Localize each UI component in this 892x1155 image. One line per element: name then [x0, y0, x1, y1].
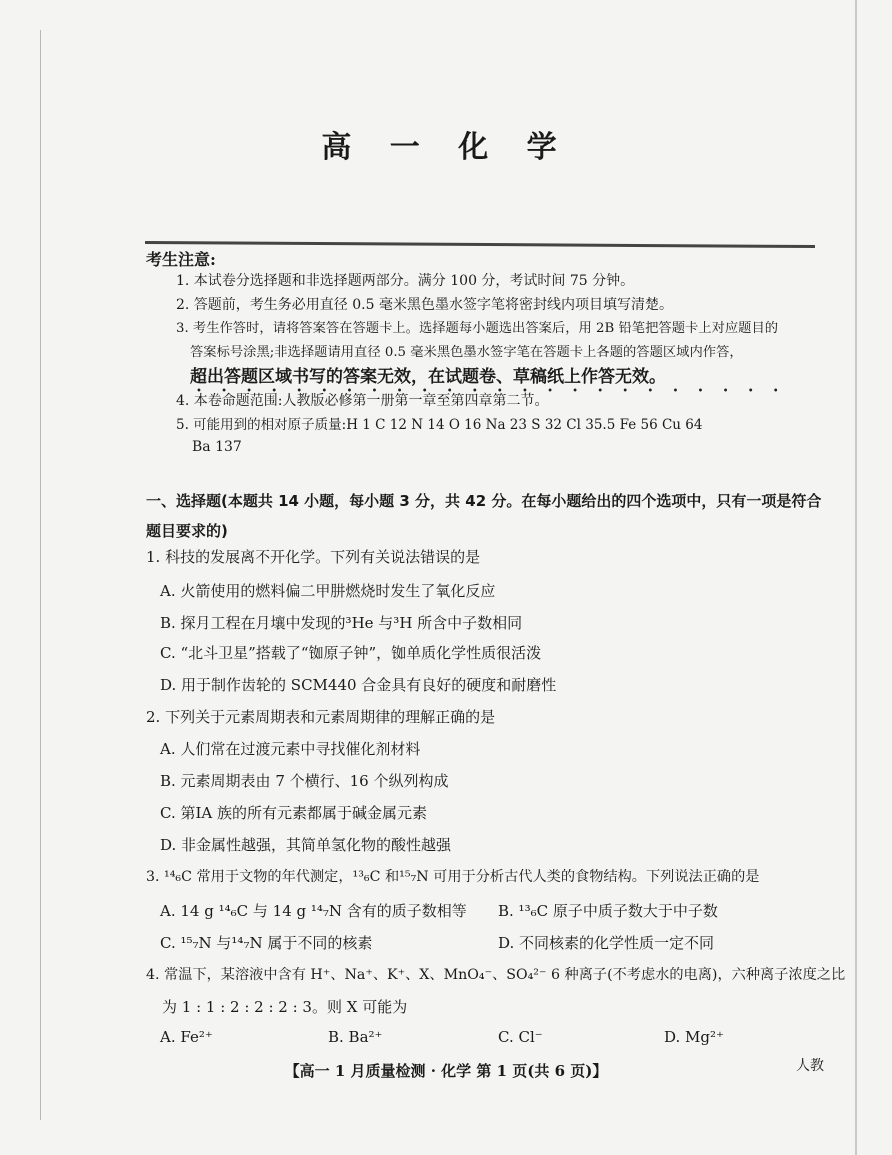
question-2-option-a: A. 人们常在过渡元素中寻找催化剂材料 — [160, 740, 421, 758]
emphasis-dots: • • • • • • • • • • • • • • • • • • • • • • • • — [196, 386, 787, 397]
question-4-option-a: A. Fe²⁺ — [160, 1028, 213, 1046]
notice-emphasis: 超出答题区域书写的答案无效，在试题卷、草稿纸上作答无效。 — [190, 367, 666, 387]
question-4-stem: 4. 常温下，某溶液中含有 H⁺、Na⁺、K⁺、X、MnO₄⁻、SO₄²⁻ 6 种离子(不考虑水的电离)，六种离子浓度之比 — [146, 967, 846, 983]
section-heading: 一、选择题(本题共 14 小题，每小题 3 分，共 42 分。在每小题给出的四个选项中，只有一项是符合题目要求的) — [146, 492, 822, 540]
page-edge — [855, 0, 857, 1155]
notice-heading: 考生注意: — [146, 250, 216, 269]
notice-item-1: 1. 本试卷分选择题和非选择题两部分。满分 100 分，考试时间 75 分钟。 — [176, 273, 635, 289]
notice-item-4: 4. 本卷命题范围:人教版必修第一册第一章至第四章第二节。 — [176, 393, 549, 409]
notice-item-3: 3. 考生作答时，请将答案答在答题卡上。选择题每小题选出答案后，用 2B 铅笔把答题卡上对应题目的 — [176, 321, 779, 336]
question-3-stem: 3. ¹⁴₆C 常用于文物的年代测定，¹³₆C 和¹⁵₇N 可用于分析古代人类的食物结构。下列说法正确的是 — [146, 869, 760, 885]
question-4-option-b: B. Ba²⁺ — [328, 1028, 383, 1046]
page-footer: 【高一 1 月质量检测 · 化学 第 1 页(共 6 页)】 — [284, 1062, 608, 1080]
question-3-option-b: B. ¹³₆C 原子中质子数大于中子数 — [498, 902, 718, 920]
edition-tag: 人教 — [796, 1058, 824, 1074]
question-4-stem-cont: 为 1 : 1 : 2 : 2 : 2 : 3。则 X 可能为 — [162, 998, 408, 1016]
notice-item-5: 5. 可能用到的相对原子质量:H 1 C 12 N 14 O 16 Na 23 S 32 Cl 35.5 Fe 56 Cu 64 — [176, 417, 703, 433]
question-1-option-a: A. 火箭使用的燃料偏二甲肼燃烧时发生了氧化反应 — [160, 582, 496, 600]
title-divider — [145, 241, 815, 248]
question-4-option-d: D. Mg²⁺ — [664, 1028, 724, 1046]
notice-item-2: 2. 答题前，考生务必用直径 0.5 毫米黑色墨水签字笔将密封线内项目填写清楚。 — [176, 297, 673, 313]
question-1-stem: 1. 科技的发展离不开化学。下列有关说法错误的是 — [146, 548, 481, 566]
question-3-option-d: D. 不同核素的化学性质一定不同 — [498, 934, 715, 952]
question-1-option-d: D. 用于制作齿轮的 SCM440 合金具有良好的硬度和耐磨性 — [160, 676, 557, 694]
question-2-option-d: D. 非金属性越强，其简单氢化物的酸性越强 — [160, 836, 452, 854]
question-1-option-c: C. “北斗卫星”搭载了“铷原子钟”，铷单质化学性质很活泼 — [160, 644, 542, 662]
question-1-option-b: B. 探月工程在月壤中发现的³He 与³H 所含中子数相同 — [160, 614, 523, 632]
question-4-option-c: C. Cl⁻ — [498, 1028, 543, 1046]
notice-item-5-cont: Ba 137 — [192, 439, 242, 455]
question-2-option-b: B. 元素周期表由 7 个横行、16 个纵列构成 — [160, 772, 449, 790]
notice-item-3-cont: 答案标号涂黑;非选择题请用直径 0.5 毫米黑色墨水签字笔在答题卡上各题的答题区域内作答， — [190, 345, 743, 360]
question-2-option-c: C. 第ⅠA 族的所有元素都属于碱金属元素 — [160, 804, 428, 822]
question-3-option-a: A. 14 g ¹⁴₆C 与 14 g ¹⁴₇N 含有的质子数相等 — [160, 902, 467, 920]
question-2-stem: 2. 下列关于元素周期表和元素周期律的理解正确的是 — [146, 708, 496, 726]
fold-line — [40, 30, 41, 1120]
page-title: 高 一 化 学 — [321, 130, 571, 165]
question-3-option-c: C. ¹⁵₇N 与¹⁴₇N 属于不同的核素 — [160, 934, 373, 952]
